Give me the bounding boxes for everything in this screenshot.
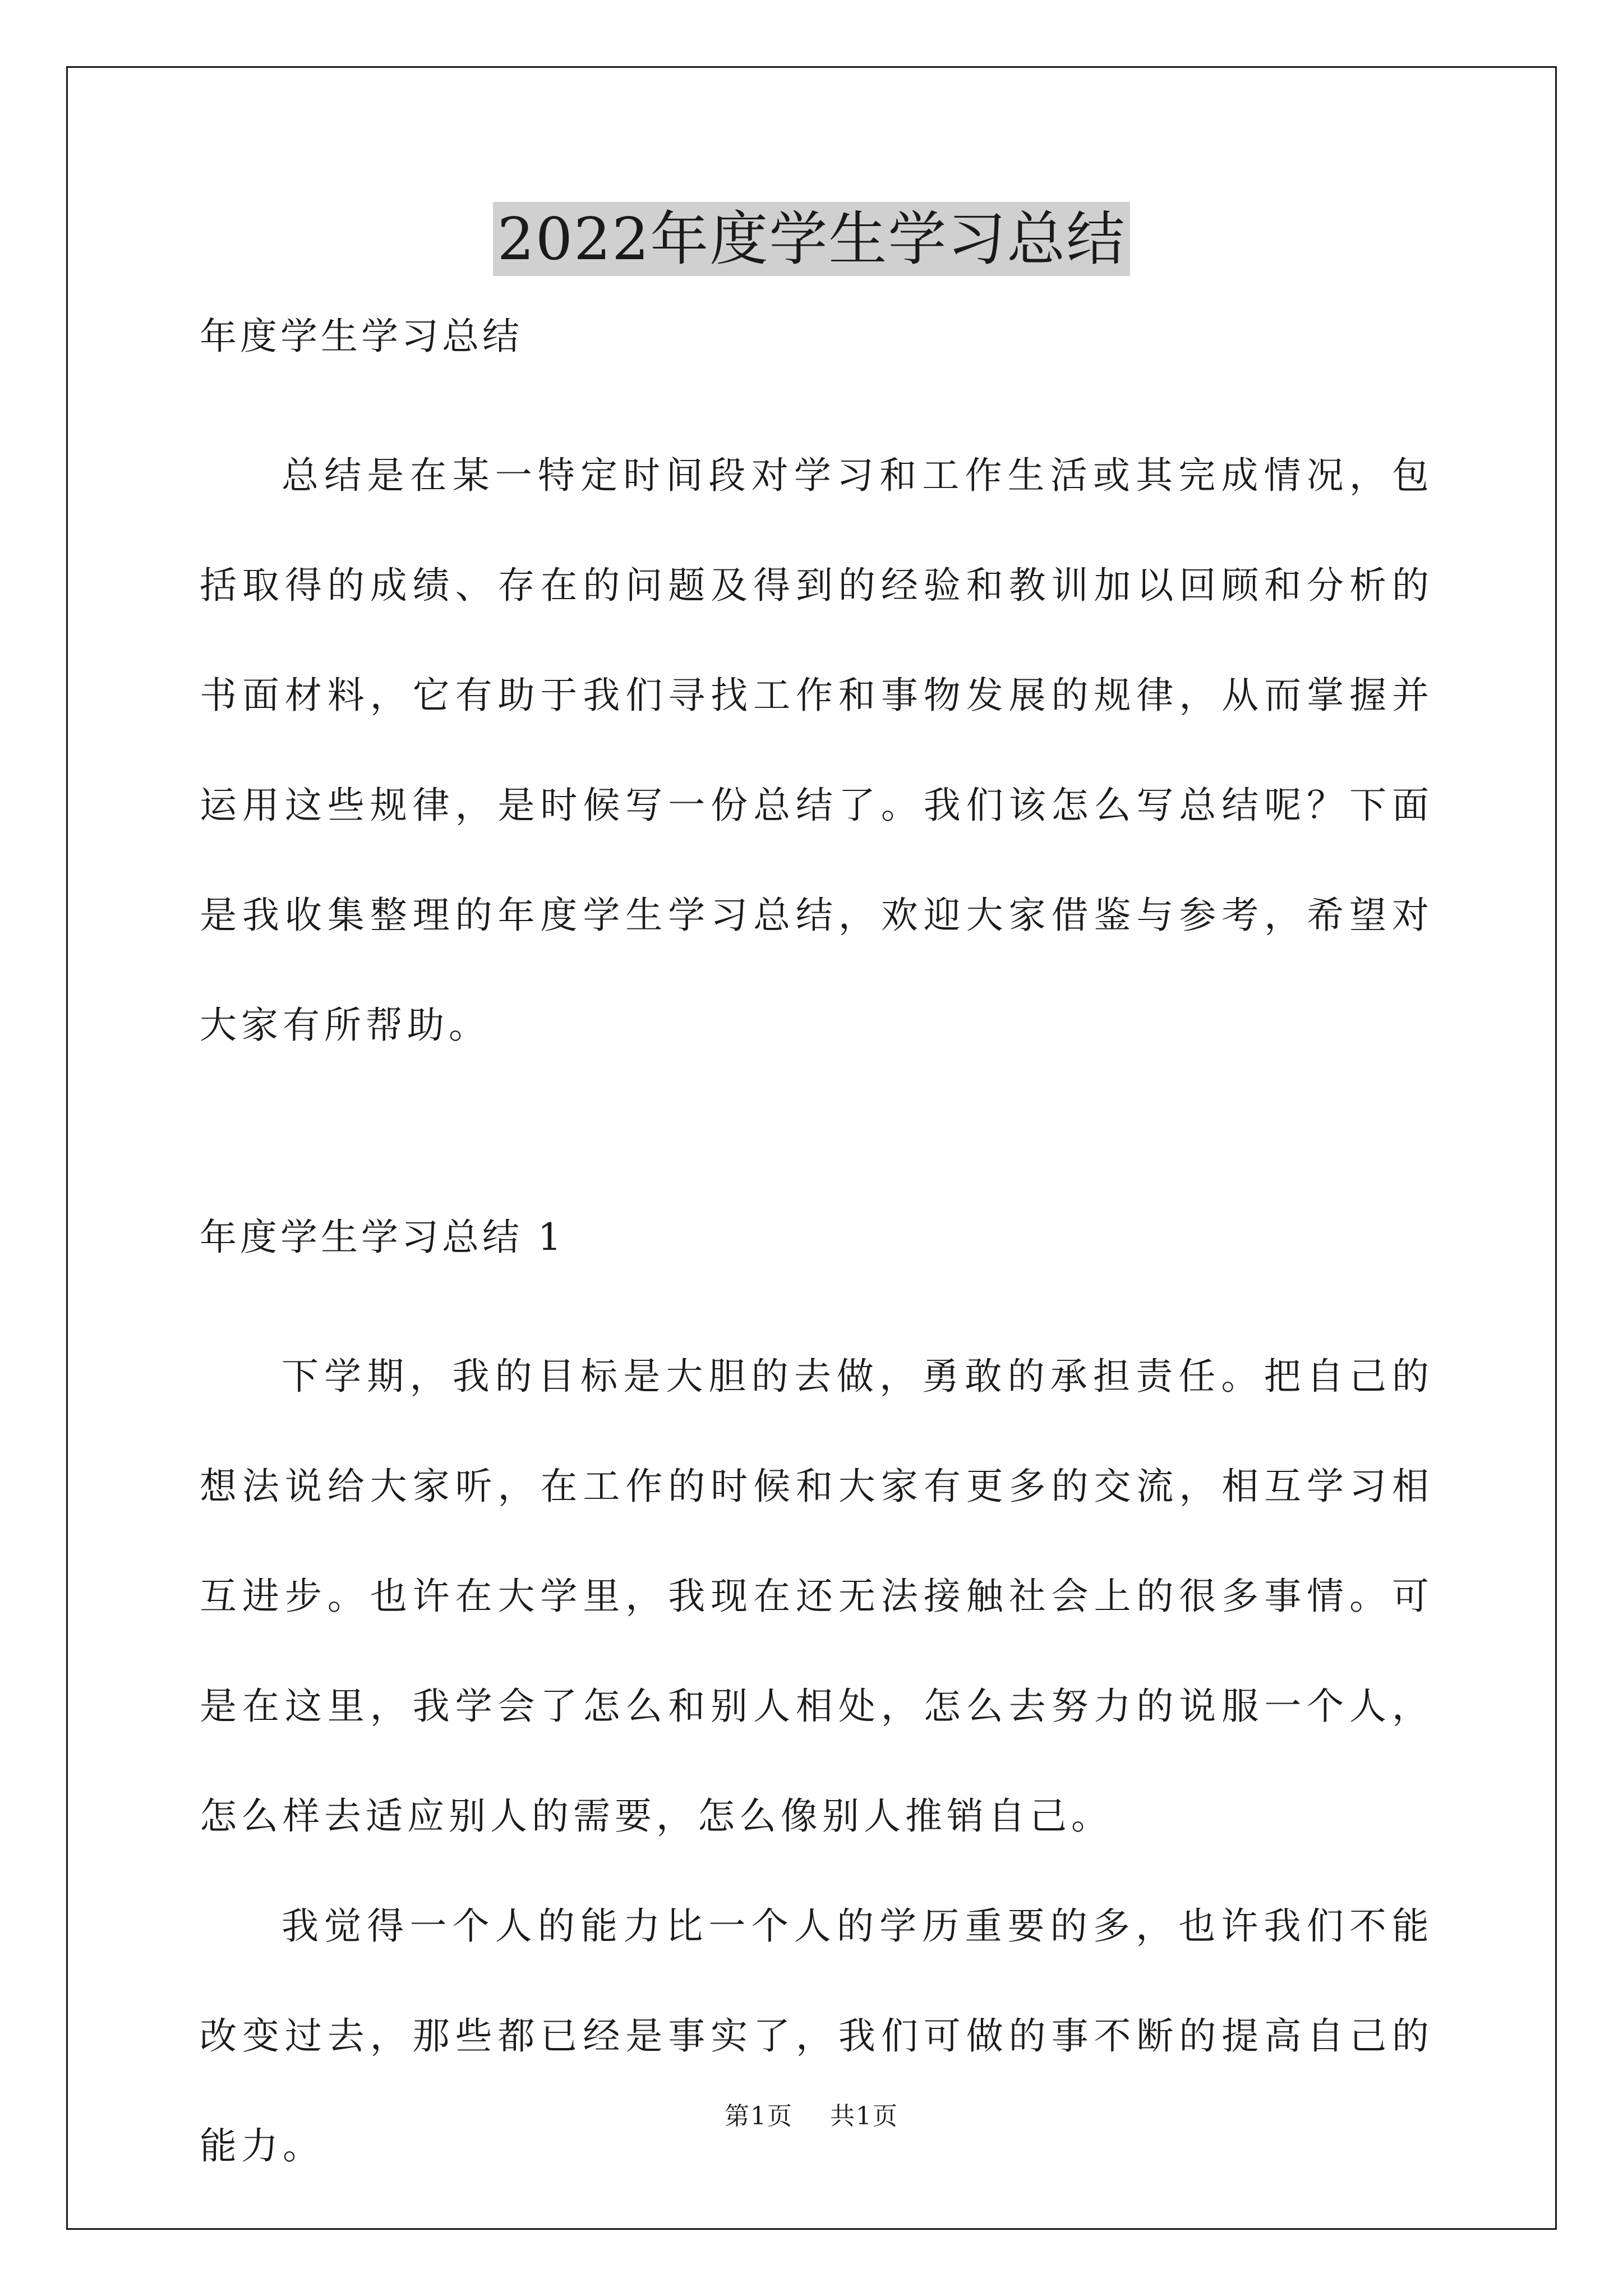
page-total: 共1页 [830, 2102, 898, 2131]
paragraph: 下学期，我的目标是大胆的去做，勇敢的承担责任。把自己的想法说给大家听，在工作的时候和大家有更多的交流，相互学习相互进步。也许在大学里，我现在还无法接触社会上的很多事情。可是在这里，我学会了怎么和别人相处，怎么去努力的说服一个人，怎么样去适应别人的需要，怎么像别人推销自己。 [200, 1355, 1433, 1838]
section-gap [200, 1080, 1433, 1215]
section-heading: 年度学生学习总结 [200, 315, 523, 358]
page-number: 第1页 [725, 2102, 793, 2131]
page-footer [0, 2101, 1623, 2132]
section-heading: 年度学生学习总结 1 [200, 1216, 565, 1259]
paragraph: 我觉得一个人的能力比一个人的学历重要的多，也许我们不能改变过去，那些都已经是事实了，我们可做的事不断的提高自己的能力。 [200, 1904, 1433, 2168]
document-body [200, 314, 1433, 2201]
paragraph: 总结是在某一特定时间段对学习和工作生活或其完成情况，包括取得的成绩、存在的问题及得到的经验和教训加以回顾和分析的书面材料，它有助于我们寻找工作和事物发展的规律，从而掌握并运用这些规律，是时候写一份总结了。我们该怎么写总结呢？下面是我收集整理的年度学生学习总结，欢迎大家借鉴与参考，希望对大家有所帮助。 [200, 454, 1433, 1047]
document-title: 2022年度学生学习总结 [493, 202, 1131, 276]
title-container [0, 202, 1623, 276]
